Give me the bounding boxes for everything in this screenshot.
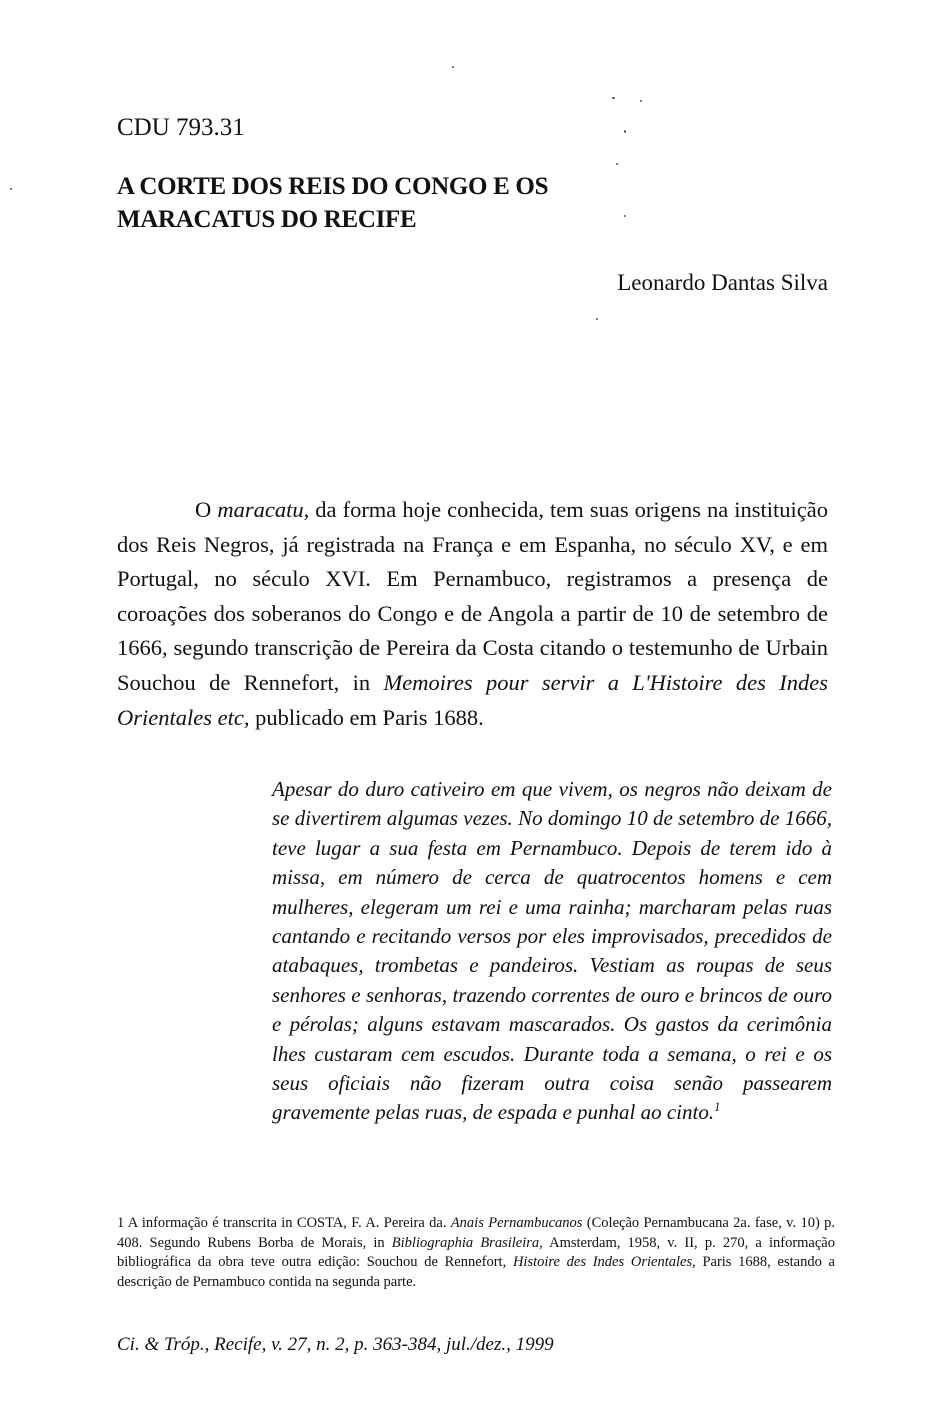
cdu-classification: CDU 793.31 <box>117 114 245 141</box>
scan-speck <box>452 66 454 68</box>
body-text-middle: da forma hoje conhecida, tem suas origens na instituição dos Reis Negros, já registrada na França e em Espanha, no século XV, e em Portugal, no século XVI. Em Pernambuco, registramos a presença de coroações dos soberanos do Congo e de Angola a partir de 10 de setembro de 1666, segundo transcrição de Pereira da Costa citando o testemunho de Urbain Souchou de Rennefort, in <box>117 497 829 695</box>
scan-speck <box>596 318 598 320</box>
footnote-number: 1 <box>117 1215 125 1231</box>
scan-speck <box>640 100 642 102</box>
block-quote <box>272 775 832 1128</box>
footnote-text-1: A informação é transcrita in COSTA, F. A. Pereira da. <box>124 1215 451 1231</box>
article-title <box>117 170 717 236</box>
scan-speck <box>624 130 626 133</box>
scan-speck <box>10 188 12 190</box>
footnote-text-3: Amsterdam, 1958, v. II, p. 270, a informação bibliográfica da obra teve outra edição: Souchou de Rennefort, <box>117 1234 835 1271</box>
scan-speck <box>616 163 618 165</box>
footnote-text-4: Paris 1688, estando a descrição de Pernambuco contida na segunda parte. <box>117 1254 835 1290</box>
scan-speck <box>612 97 615 99</box>
footnote-work-1: Anais Pernambucanos <box>450 1215 583 1231</box>
body-text-start: O <box>195 497 218 522</box>
journal-citation: Ci. & Tróp., Recife, v. 27, n. 2, p. 363-384, jul./dez., 1999 <box>117 1334 554 1355</box>
footnote-text-2: (Coleção Pernambucana 2a. fase, v. 10) p. 408. Segundo Rubens Borba de Morais, in <box>117 1215 835 1251</box>
article-title-line-2: MARACATUS DO RECIFE <box>117 206 417 233</box>
body-cited-work: Memoires pour servir a L'Histoire des Indes Orientales etc, <box>117 669 828 730</box>
author-name: Leonardo Dantas Silva <box>617 270 828 295</box>
footnote-work-3: Histoire des Indes Orientales, <box>512 1254 696 1271</box>
block-quote-text: Apesar do duro cativeiro em que vivem, os negros não deixam de se divertirem algumas vezes. No domingo 10 de setembro de 1666, teve lugar a sua festa em Pernambuco. Depois de terem ido à missa, em número de cerca de quatrocentos homens e cem mulheres, elegeram um rei e uma rainha; marcharam pelas ruas cantando e recitando versos por eles improvisados, precedidos de atabaques, trombetas e pandeiros. Vestiam as roupas de seus senhores e senhoras, trazendo correntes de ouro e brincos de ouro e pérolas; alguns estavam mascarados. Os gastos da cerimônia lhes custaram cem escudos. Durante toda a semana, o rei e os seus oficiais não fizeram outra coisa senão passearem gravemente pelas ruas, de espada e punhal ao cinto. <box>272 777 832 1125</box>
article-title-line-1: A CORTE DOS REIS DO CONGO E OS <box>117 173 549 200</box>
footnote <box>117 1214 835 1292</box>
body-term-maracatu: maracatu, <box>217 497 310 522</box>
body-text-end: publicado em Paris 1688. <box>249 704 484 730</box>
footnote-work-2: Bibliographia Brasileira, <box>391 1234 543 1251</box>
body-paragraph <box>117 493 828 735</box>
footnote-reference: 1 <box>714 1100 721 1115</box>
scan-speck <box>624 215 626 217</box>
